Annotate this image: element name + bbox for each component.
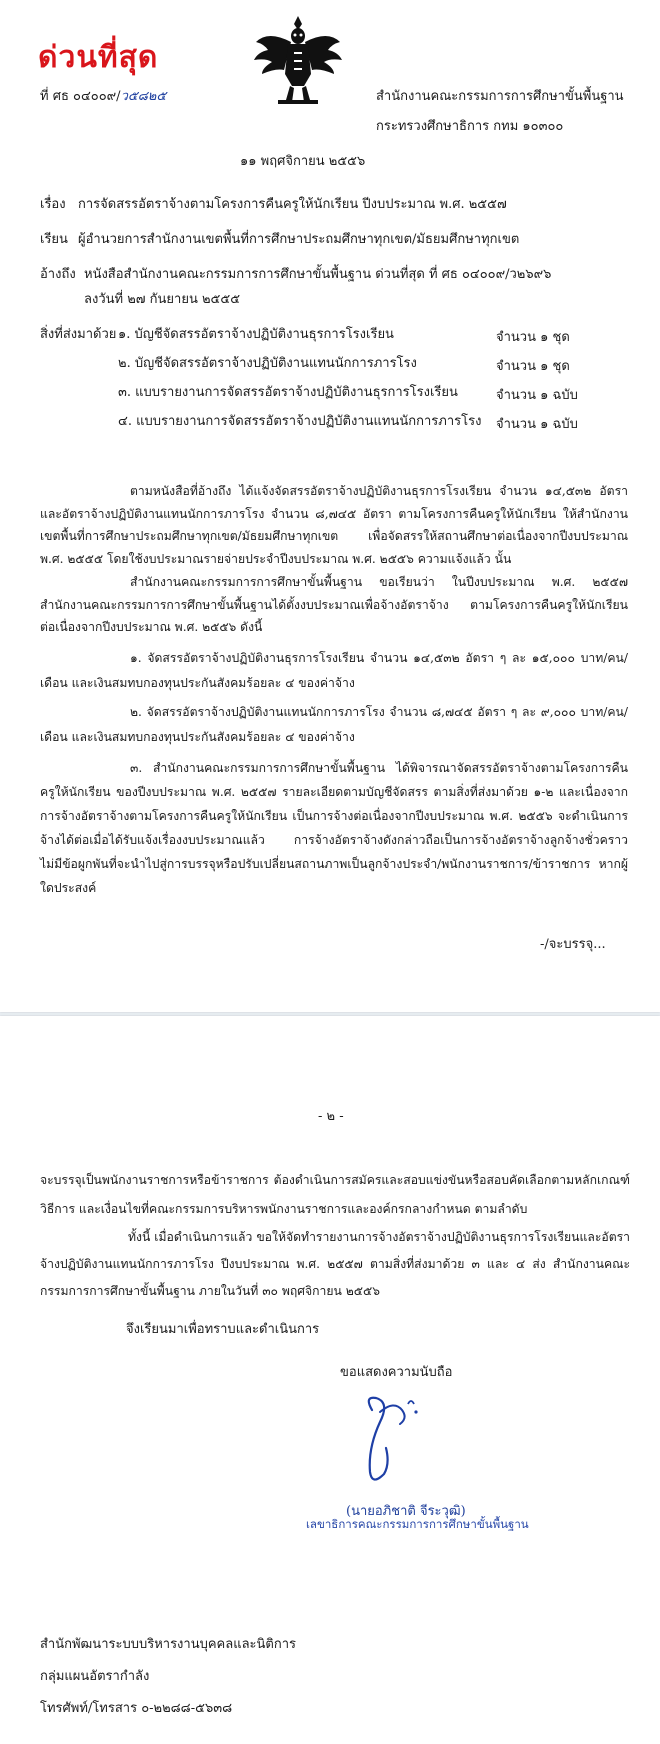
continued-marker: -/จะบรรจุ...	[540, 937, 606, 952]
subject-text: การจัดสรรอัตราจ้างตามโครงการคืนครูให้นักเรียน ปีงบประมาณ พ.ศ. ๒๕๕๗	[78, 197, 507, 212]
enclosure-label: สิ่งที่ส่งมาด้วย	[40, 327, 117, 342]
enclosure-qty-2: จำนวน ๑ ชุด	[496, 359, 570, 374]
enclosure-item-3: ๓. แบบรายงานการจัดสรรอัตราจ้างปฏิบัติงานธุรการโรงเรียน	[118, 385, 458, 400]
footer-department: สำนักพัฒนาระบบบริหารงานบุคคลและนิติการ	[40, 1637, 297, 1652]
agency-name: สำนักงานคณะกรรมการการศึกษาขั้นพื้นฐาน	[376, 89, 624, 104]
body-item-2: ๒. จัดสรรอัตราจ้างปฏิบัติงานแทนนักการภารโรง จำนวน ๘,๗๔๕ อัตรา ๆ ละ ๙,๐๐๐ บาท/คน/เดือน และเงินสมทบกองทุนประกันสังคมร้อยละ ๔ ของค่าจ้าง	[40, 705, 628, 744]
recipient-text: ผู้อำนวยการสำนักงานเขตพื้นที่การศึกษาประถมศึกษาทุกเขต/มัธยมศึกษาทุกเขต	[78, 232, 520, 247]
agency-address: กระทรวงศึกษาธิการ กทม ๑๐๓๐๐	[376, 119, 564, 134]
reference-text-line1: หนังสือสำนักงานคณะกรรมการการศึกษาขั้นพื้นฐาน ด่วนที่สุด ที่ ศธ ๐๔๐๐๙/ว๒๖๙๖	[84, 267, 552, 282]
closing-request: จึงเรียนมาเพื่อทราบและดำเนินการ	[126, 1322, 320, 1337]
enclosure-qty-4: จำนวน ๑ ฉบับ	[496, 417, 578, 432]
enclosure-item-1: ๑. บัญชีจัดสรรอัตราจ้างปฏิบัติงานธุรการโรงเรียน	[118, 327, 394, 342]
page-number: - ๒ -	[318, 1109, 344, 1124]
body-paragraph-1: ตามหนังสือที่อ้างถึง ได้แจ้งจัดสรรอัตราจ้างปฏิบัติงานธุรการโรงเรียน จำนวน ๑๔,๕๓๒ อัตรา และอัตราจ้างปฏิบัติงานแทนนักการภารโรง จำนวน ๘,๗๔๕ อัตรา ตามโครงการคืนครูให้นักเรียน ให้สำนักงานเขตพื้นที่การศึกษาประถมศึกษาทุกเขต/มัธยมศึกษาทุกเขต เพื่อจัดสรรให้สถานศึกษาต่อเนื่องจากปีงบประมาณ พ.ศ. ๒๕๕๕ โดยใช้งบประมาณรายจ่ายประจำปีงบประมาณ พ.ศ. ๒๕๕๖ ความแจ้งแล้ว นั้น	[40, 484, 628, 566]
reference-prefix: ที่ ศธ ๐๔๐๐๙/	[40, 89, 121, 104]
body-paragraph-2: สำนักงานคณะกรรมการการศึกษาขั้นพื้นฐาน ขอเรียนว่า ในปีงบประมาณ พ.ศ. ๒๕๕๗ สำนักงานคณะกรรมการการศึกษาขั้นพื้นฐานได้ตั้งงบประมาณเพื่อจ้างอัตราจ้าง ตามโครงการคืนครูให้นักเรียน ต่อเนื่องจากปีงบประมาณ พ.ศ. ๒๕๕๖ ดังนี้	[40, 575, 628, 634]
garuda-emblem-icon	[248, 12, 348, 107]
reference-number	[40, 88, 166, 106]
enclosure-item-4: ๔. แบบรายงานการจัดสรรอัตราจ้างปฏิบัติงานแทนนักการภารโรง	[118, 414, 482, 429]
letter-date: ๑๑ พฤศจิกายน ๒๕๕๖	[240, 154, 366, 169]
reference-label: อ้างถึง	[40, 267, 76, 282]
closing-regards: ขอแสดงความนับถือ	[340, 1365, 453, 1380]
recipient-label: เรียน	[40, 232, 68, 247]
signer-title: เลขาธิการคณะกรรมการการศึกษาขั้นพื้นฐาน	[306, 1517, 529, 1531]
signer-name: (นายอภิชาติ จีระวุฒิ)	[346, 1504, 466, 1519]
handwritten-signature	[350, 1388, 430, 1488]
enclosure-qty-3: จำนวน ๑ ฉบับ	[496, 388, 578, 403]
enclosure-item-2: ๒. บัญชีจัดสรรอัตราจ้างปฏิบัติงานแทนนักการภารโรง	[118, 356, 417, 371]
page2-paragraph-2: ทั้งนี้ เมื่อดำเนินการแล้ว ขอให้จัดทำรายงานการจ้างอัตราจ้างปฏิบัติงานธุรการโรงเรียนและอัตราจ้างปฏิบัติงานแทนนักการภารโรง ปีงบประมาณ พ.ศ. ๒๕๕๗ ตามสิ่งที่ส่งมาด้วย ๓ และ ๔ ส่ง สำนักงานคณะกรรมการการศึกษาขั้นพื้นฐาน ภายในวันที่ ๓๐ พฤศจิกายน ๒๕๕๖	[40, 1230, 630, 1298]
body-item-3: ๓. สำนักงานคณะกรรมการการศึกษาขั้นพื้นฐาน ได้พิจารณาจัดสรรอัตราจ้างตามโครงการคืนครูให้นักเรียน ของปีงบประมาณ พ.ศ. ๒๕๕๗ รายละเอียดตามบัญชีจัดสรร ตามสิ่งที่ส่งมาด้วย ๑-๒ และเนื่องจากการจ้างอัตราจ้างตามโครงการคืนครูให้นักเรียน เป็นการจ้างต่อเนื่องจากปีงบประมาณ พ.ศ. ๒๕๕๖ จะดำเนินการจ้างได้ต่อเมื่อได้รับแจ้งเรื่องงบประมาณแล้ว การจ้างอัตราจ้างดังกล่าวถือเป็นการจ้างอัตราจ้างลูกจ้างชั่วคราว ไม่มีข้อผูกพันที่จะนำไปสู่การบรรจุหรือปรับเปลี่ยนสถานภาพเป็นลูกจ้างประจำ/พนักงานราชการ/ข้าราชการ หากผู้ใดประสงค์	[40, 761, 628, 895]
body-item-1: ๑. จัดสรรอัตราจ้างปฏิบัติงานธุรการโรงเรียน จำนวน ๑๔,๕๓๒ อัตรา ๆ ละ ๑๕,๐๐๐ บาท/คน/เดือน และเงินสมทบกองทุนประกันสังคมร้อยละ ๔ ของค่าจ้าง	[40, 651, 628, 690]
reference-text-line2: ลงวันที่ ๒๗ กันยายน ๒๕๕๕	[84, 292, 241, 307]
letter-page-2	[0, 1016, 660, 1744]
reference-handwritten: ว๕๘๒๕	[120, 89, 167, 104]
urgency-label: ด่วนที่สุด	[38, 40, 159, 75]
enclosure-qty-1: จำนวน ๑ ชุด	[496, 330, 570, 345]
footer-group: กลุ่มแผนอัตรากำลัง	[40, 1669, 150, 1684]
footer-phone: โทรศัพท์/โทรสาร ๐-๒๒๘๘-๕๖๓๘	[40, 1701, 233, 1716]
subject-label: เรื่อง	[40, 197, 66, 212]
page2-paragraph-1: จะบรรจุเป็นพนักงานราชการหรือข้าราชการ ต้องดำเนินการสมัครและสอบแข่งขันหรือสอบคัดเลือกตามหลักเกณฑ์ วิธีการ และเงื่อนไขที่คณะกรรมการบริหารพนักงานราชการและองค์กรกลางกำหนด ตามลำดับ	[40, 1173, 630, 1216]
